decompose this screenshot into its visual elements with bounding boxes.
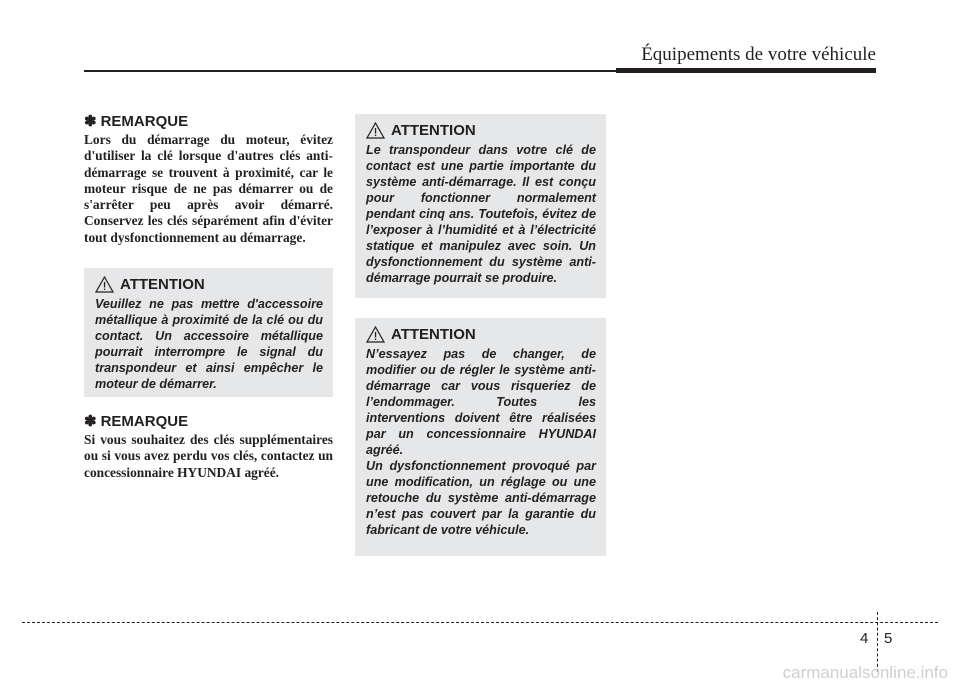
section-title: Équipements de votre véhicule [641,44,876,65]
caution-body: Veuillez ne pas mettre d'accessoire métallique à proximité de la clé ou du contact. Un accessoire métallique pourrait interrompre le signal du transpondeur et ainsi empêcher le moteur de démarrer. [95,297,323,391]
caution-box-transponder [355,114,606,298]
note-body: Si vous souhaitez des clés supplémentaires ou si vous avez perdu vos clés, contactez un concessionnaire HYUNDAI agréé. [84,432,333,480]
chapter-number: 4 [860,630,869,647]
footer-rule [22,622,938,623]
caution-heading: ATTENTION [95,276,323,293]
asterisk-icon: ✽ [84,113,97,130]
note-body: Lors du démarrage du moteur, évitez d'utiliser la clé lorsque d'autres clés anti-démarrage se trouvent à proximité, car le moteur risque de ne pas démarrer ou de s'arrêter peu après avoir démarré. Conservez les clés séparément afin d'éviter tout dysfonctionnement au démarrage. [84,132,333,245]
caution-heading: ATTENTION [366,122,596,139]
header-rule-accent [616,68,876,73]
warning-triangle-icon [366,122,385,139]
caution-box-immobilizer-modification [355,318,606,556]
asterisk-icon: ✽ [84,413,97,430]
note-heading: ✽ REMARQUE [84,413,189,430]
warning-triangle-icon [366,326,385,343]
caution-body: N’essayez pas de changer, de modifier ou de régler le système anti-démarrage car vous risqueriez de l’endommager. Toutes les interventions doivent être réalisées par un concessionnaire HYUNDAI agréé. Un dysfonctionnement provoqué par une modification, un réglage ou une retouche du système anti-démarrage n’est pas couvert par la garantie du fabricant de votre véhicule. [366,347,596,537]
caution-body: Le transpondeur dans votre clé de contact est une partie importante du système anti-démarrage. Il est conçu pour fonctionner normalement pendant cinq ans. Toutefois, évitez de l’exposer à l’humidité et à l’électricité statique et manipulez avec soin. Un dysfonctionnement du système anti-démarrage pourrait se produire. [366,143,596,285]
page-number: 5 [884,630,893,647]
caution-heading: ATTENTION [366,326,596,343]
caution-box-metal-accessory [84,268,333,397]
note-remarque-2 [84,412,333,481]
note-remarque-1 [84,112,333,246]
warning-triangle-icon [95,276,114,293]
watermark-text: carmanualsonline.info [782,663,948,682]
note-heading: ✽ REMARQUE [84,113,189,130]
